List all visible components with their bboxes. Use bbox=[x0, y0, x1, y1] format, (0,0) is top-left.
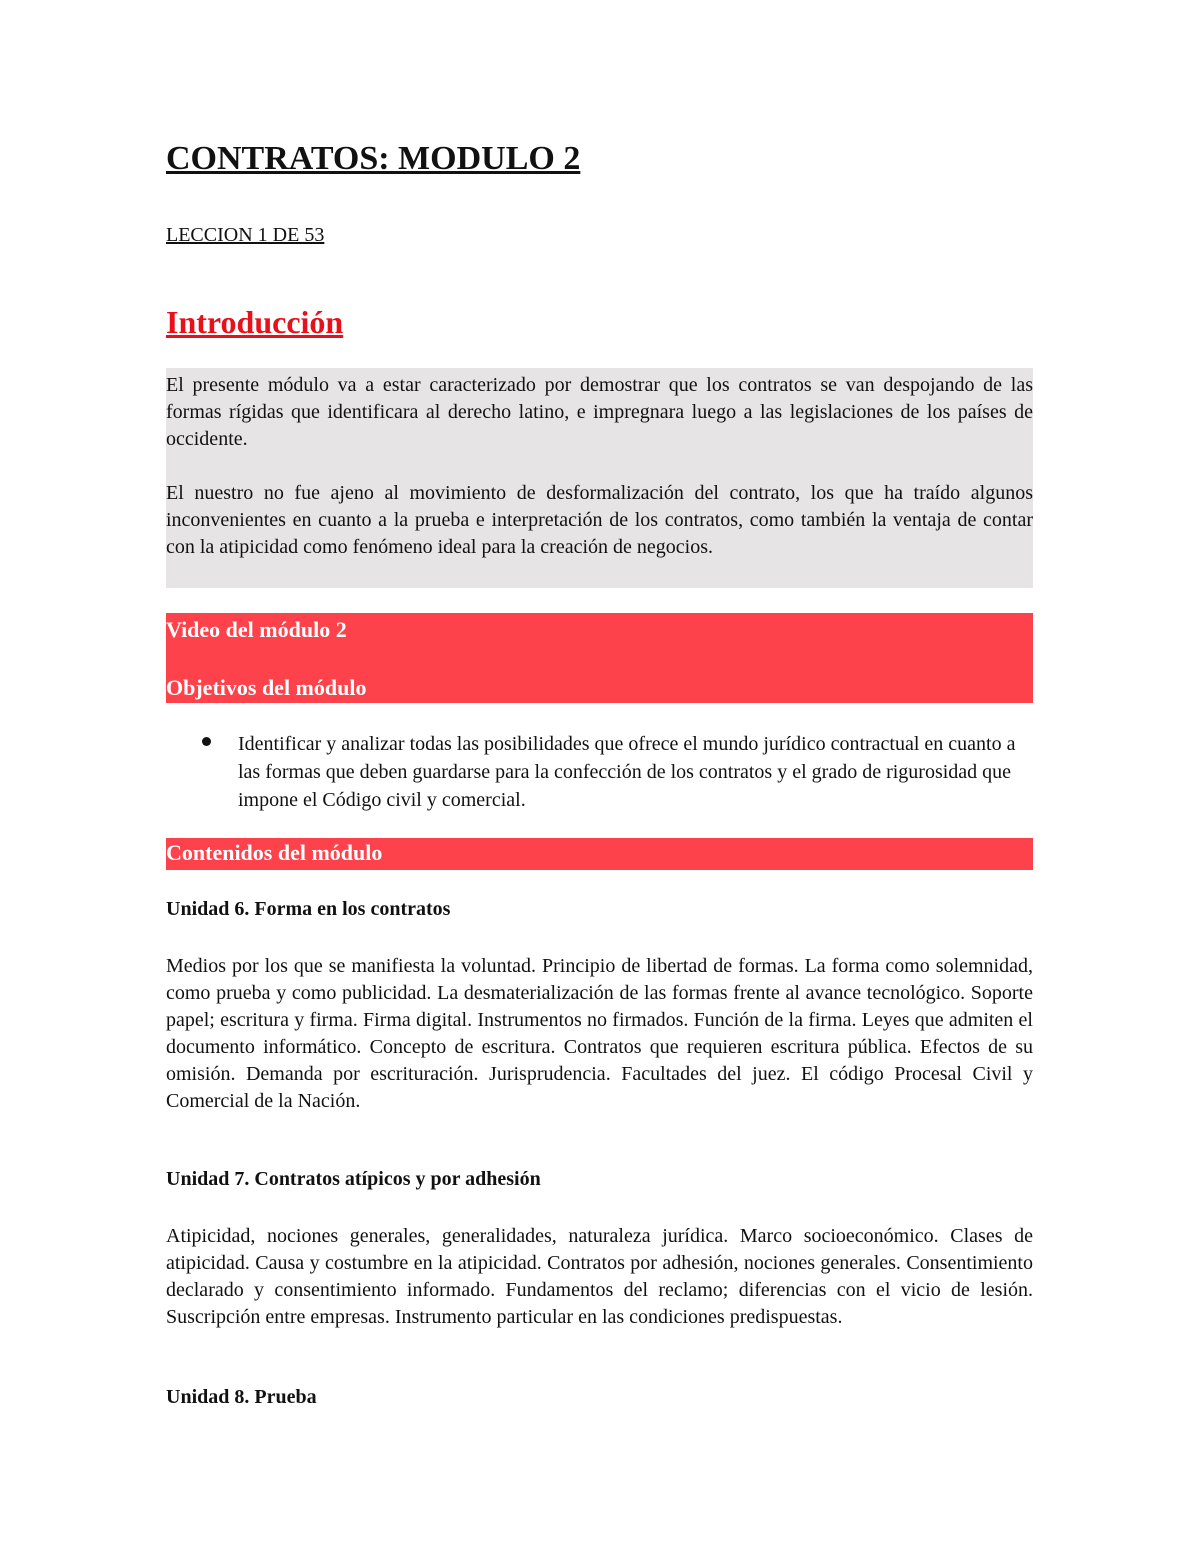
intro-heading: Introducción bbox=[166, 304, 344, 340]
unit-heading: Unidad 6. Forma en los contratos bbox=[166, 898, 451, 920]
lesson-indicator: LECCION 1 DE 53 bbox=[166, 224, 325, 246]
unit-body: Atipicidad, nociones generales, generalidades, naturaleza jurídica. Marco socioeconómico. Clases de atipicidad. Causa y costumbre en la atipicidad. Contratos por adhesión, nociones generales. Consentimiento declarado y consentimiento informado. Fundamentos del reclamo; diferencias con el vicio de lesión. Suscripción entre empresas. Instrumento particular en las condiciones predispuestas. bbox=[166, 1225, 1033, 1328]
objective-item: Identificar y analizar todas las posibilidades que ofrece el mundo jurídico contractual en cuanto a las formas que deben guardarse para la confección de los contratos y el grado de rigurosidad que impone el Código civil y comercial. bbox=[238, 733, 1016, 811]
contents-heading: Contenidos del módulo bbox=[166, 840, 383, 865]
contents-band bbox=[166, 838, 1033, 870]
unit-heading: Unidad 8. Prueba bbox=[166, 1386, 317, 1408]
intro-paragraph: El nuestro no fue ajeno al movimiento de desformalización del contrato, los que ha traído algunos inconvenientes en cuanto a la prueba e interpretación de los contratos, como también la ventaja de contar con la atipicidad como fenómeno ideal para la creación de negocios. bbox=[166, 482, 1033, 558]
video-heading[interactable]: Video del módulo 2 bbox=[166, 617, 347, 642]
intro-paragraph: El presente módulo va a estar caracterizado por demostrar que los contratos se van despojando de las formas rígidas que identificara al derecho latino, e impregnara luego a las legislaciones de los países de occidente. bbox=[166, 374, 1033, 450]
objectives-heading: Objetivos del módulo bbox=[166, 675, 367, 700]
video-objectives-band bbox=[166, 613, 1033, 703]
bullet-icon bbox=[202, 737, 211, 746]
document-title: CONTRATOS: MODULO 2 bbox=[166, 140, 581, 177]
unit-heading: Unidad 7. Contratos atípicos y por adhesión bbox=[166, 1168, 541, 1190]
unit-body: Medios por los que se manifiesta la voluntad. Principio de libertad de formas. La forma como solemnidad, como prueba y como publicidad. La desmaterialización de las formas frente al avance tecnológico. Soporte papel; escritura y firma. Firma digital. Instrumentos no firmados. Función de la firma. Leyes que admiten el documento informático. Concepto de escritura. Contratos que requieren escritura pública. Efectos de su omisión. Demanda por escrituración. Jurisprudencia. Facultades del juez. El código Procesal Civil y Comercial de la Nación. bbox=[166, 955, 1033, 1112]
